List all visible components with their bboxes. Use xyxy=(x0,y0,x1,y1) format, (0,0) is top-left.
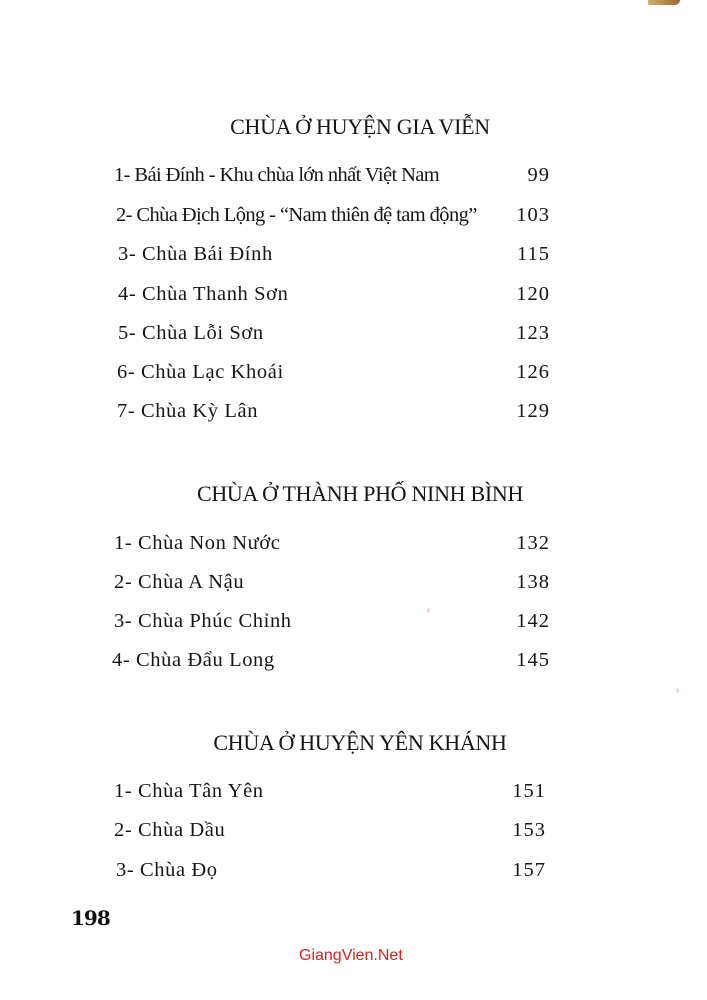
scan-speck xyxy=(427,608,430,613)
toc-entry xyxy=(114,279,550,309)
section-title-yen-khanh: CHÙA Ở HUYỆN YÊN KHÁNH xyxy=(213,730,507,755)
scan-speck xyxy=(676,688,679,693)
toc-entry xyxy=(114,815,550,845)
toc-entry xyxy=(114,318,550,348)
toc-entry-label: 4- Chùa Thanh Sơn xyxy=(118,283,289,305)
toc-entry xyxy=(114,357,550,387)
toc-entry-label: 1- Bái Đính - Khu chùa lớn nhất Việt Nam xyxy=(114,164,440,186)
toc-entry-page: 115 xyxy=(517,243,550,265)
toc-entry-label: 2- Chùa A Nậu xyxy=(114,571,245,593)
toc-entry-label: 6- Chùa Lạc Khoái xyxy=(117,361,284,383)
toc-entry-page: 99 xyxy=(527,164,550,186)
toc-entry xyxy=(114,160,550,190)
toc-entry-label: 1- Chùa Non Nước xyxy=(114,532,281,554)
toc-entry-page: 153 xyxy=(512,819,546,841)
toc-entry-label: 3- Chùa Phúc Chỉnh xyxy=(114,610,292,632)
toc-entry xyxy=(114,528,550,558)
toc-entry-page: 151 xyxy=(512,780,546,802)
toc-entry-page: 120 xyxy=(516,283,550,305)
toc-entry-page: 142 xyxy=(516,610,550,632)
book-corner-edge xyxy=(648,0,680,5)
toc-entry xyxy=(114,645,550,675)
toc-entry-page: 103 xyxy=(516,204,550,226)
toc-entry-page: 157 xyxy=(512,859,546,881)
section-title-gia-vien: CHÙA Ở HUYỆN GIA VIỄN xyxy=(230,114,490,139)
toc-entry-label: 5- Chùa Lỗi Sơn xyxy=(118,322,264,344)
watermark-link[interactable]: GiangVien.Net xyxy=(299,947,403,964)
toc-entry-page: 129 xyxy=(516,400,550,422)
toc-entry-page: 126 xyxy=(516,361,550,383)
toc-entry xyxy=(114,606,550,636)
toc-entry-label: 1- Chùa Tân Yên xyxy=(114,780,264,802)
toc-entry xyxy=(114,567,550,597)
toc-entry xyxy=(114,200,550,230)
toc-entry-page: 132 xyxy=(516,532,550,554)
toc-entry xyxy=(114,396,550,426)
section-title-ninh-binh: CHÙA Ở THÀNH PHỐ NINH BÌNH xyxy=(196,481,524,506)
toc-entry-label: 7- Chùa Kỳ Lân xyxy=(117,400,259,422)
toc-entry-label: 2- Chùa Địch Lộng - “Nam thiên đệ tam động” xyxy=(116,204,477,226)
toc-entry-page: 138 xyxy=(516,571,550,593)
page-number: 198 xyxy=(71,906,110,930)
toc-entry-page: 123 xyxy=(516,322,550,344)
toc-entry-page: 145 xyxy=(516,649,550,671)
toc-entry xyxy=(114,776,550,806)
toc-entry-label: 4- Chùa Đẩu Long xyxy=(112,649,275,671)
toc-entry-label: 3- Chùa Đọ xyxy=(116,859,218,881)
toc-entry xyxy=(114,239,550,269)
toc-entry xyxy=(114,855,550,885)
toc-entry-label: 3- Chùa Bái Đính xyxy=(118,243,273,265)
toc-entry-label: 2- Chùa Dầu xyxy=(114,819,226,841)
